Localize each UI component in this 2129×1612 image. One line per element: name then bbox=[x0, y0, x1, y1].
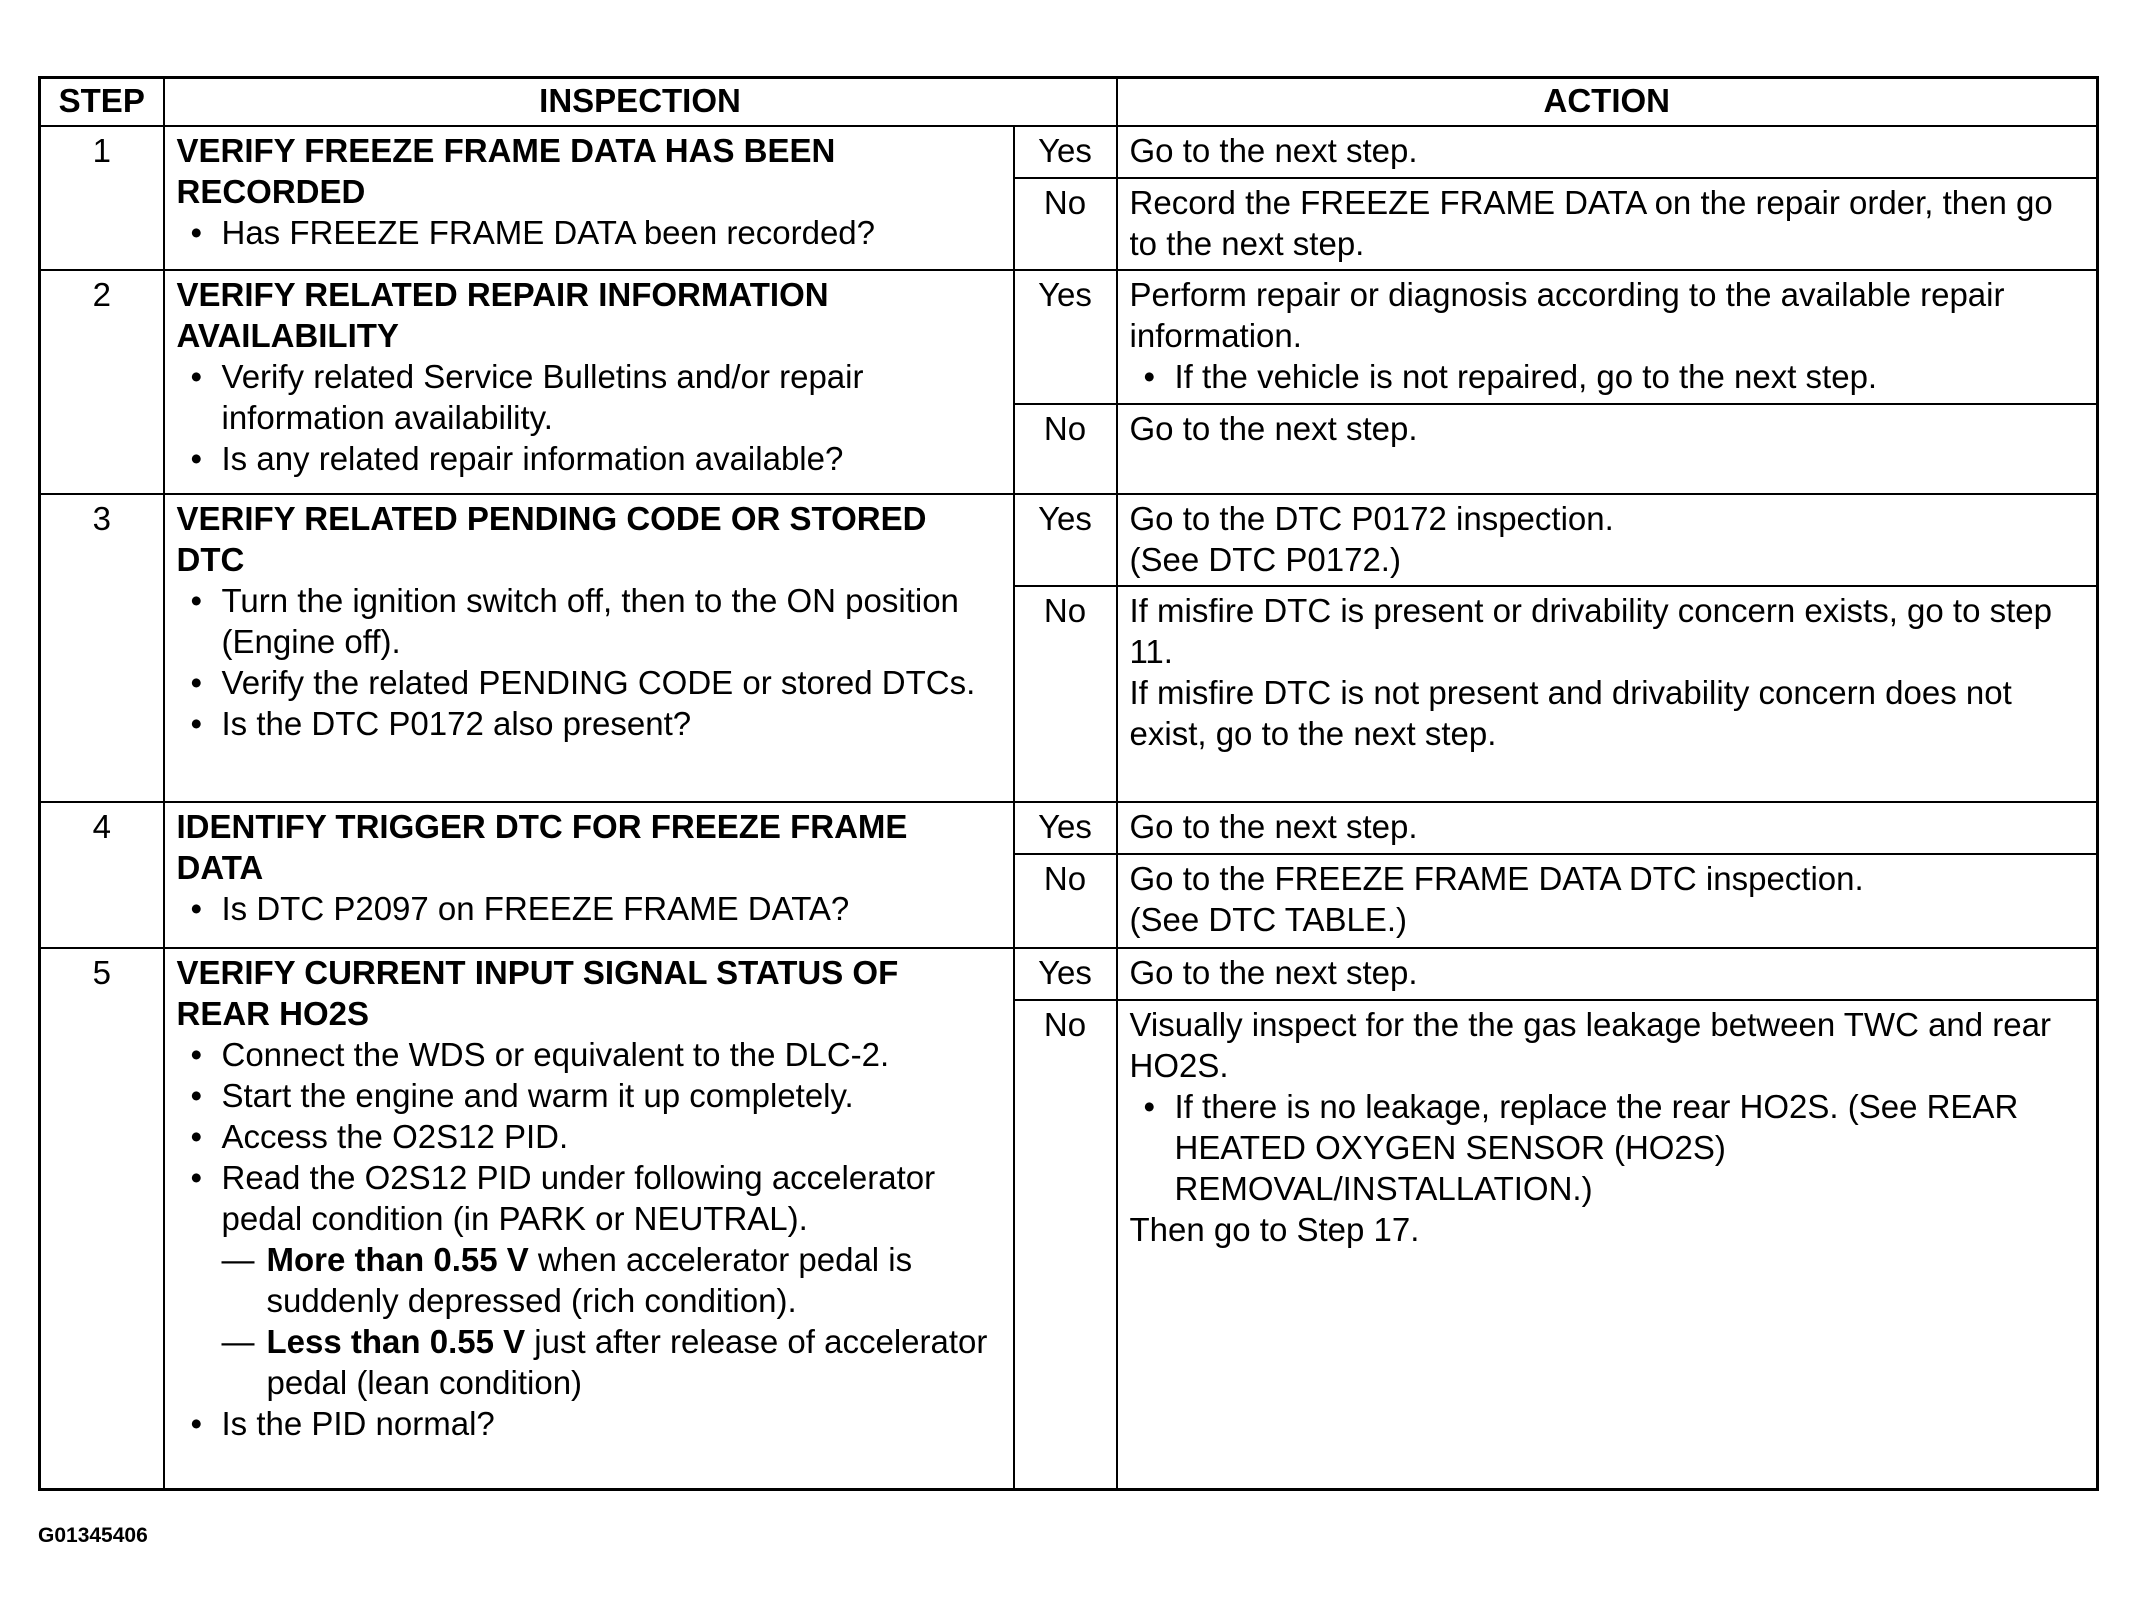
action-text: Go to the next step. bbox=[1129, 953, 1418, 991]
condition-item bbox=[222, 1321, 1001, 1403]
action-text: Go to the FREEZE FRAME DATA DTC inspection. bbox=[1129, 859, 1864, 897]
step-number: 5 bbox=[40, 948, 164, 1490]
no-action bbox=[1117, 586, 2098, 802]
list-item: • Connect the WDS or equivalent to the DLC-2. bbox=[177, 1034, 1001, 1075]
action-text: Go to the next step. bbox=[1129, 409, 1418, 447]
list-item-text: Read the O2S12 PID under following accelerator pedal condition (in PARK or NEUTRAL). bbox=[221, 1158, 936, 1237]
inspection-cell bbox=[164, 802, 1014, 948]
table-row bbox=[40, 948, 2098, 1000]
header-inspection: INSPECTION bbox=[164, 78, 1117, 126]
no-label: No bbox=[1014, 586, 1117, 802]
condition-value: More than 0.55 V bbox=[266, 1240, 529, 1278]
action-text: Visually inspect for the the gas leakage between TWC and rear HO2S. bbox=[1129, 1005, 2051, 1084]
list-item: • Verify the related PENDING CODE or stored DTCs. bbox=[177, 662, 1001, 703]
list-item: • Is the PID normal? bbox=[177, 1403, 1001, 1444]
table-row bbox=[40, 126, 2098, 178]
no-action bbox=[1117, 404, 2098, 494]
header-action: ACTION bbox=[1117, 78, 2098, 126]
list-item: • If there is no leakage, replace the rear HO2S. (See REAR HEATED OXYGEN SENSOR (HO2S) REMOVAL/INSTALLATION.) bbox=[1130, 1086, 2085, 1209]
action-text: Go to the DTC P0172 inspection. bbox=[1129, 499, 1614, 537]
yes-label: Yes bbox=[1014, 494, 1117, 586]
step-number: 4 bbox=[40, 802, 164, 948]
diagnostic-table bbox=[38, 76, 2099, 1491]
yes-label: Yes bbox=[1014, 948, 1117, 1000]
list-item: • Verify related Service Bulletins and/or repair information availability. bbox=[177, 356, 1001, 438]
yes-action bbox=[1117, 494, 2098, 586]
no-action bbox=[1117, 854, 2098, 948]
list-item: • Access the O2S12 PID. bbox=[177, 1116, 1001, 1157]
action-text: Then go to Step 17. bbox=[1129, 1210, 1420, 1248]
condition-item bbox=[222, 1239, 1001, 1321]
no-action bbox=[1117, 178, 2098, 270]
yes-action bbox=[1117, 270, 2098, 404]
yes-label: Yes bbox=[1014, 270, 1117, 404]
yes-action bbox=[1117, 126, 2098, 178]
table-row bbox=[40, 802, 2098, 854]
inspection-bullets bbox=[177, 580, 1001, 744]
no-label: No bbox=[1014, 178, 1117, 270]
list-item: • Turn the ignition switch off, then to the ON position (Engine off). bbox=[177, 580, 1001, 662]
step-number: 2 bbox=[40, 270, 164, 494]
table-row bbox=[40, 270, 2098, 404]
table-row bbox=[40, 494, 2098, 586]
inspection-bullets bbox=[177, 212, 1001, 253]
header-step: STEP bbox=[40, 78, 164, 126]
action-text: If misfire DTC is not present and drivability concern does not exist, go to the next step. bbox=[1129, 673, 2012, 752]
action-text: Go to the next step. bbox=[1129, 131, 1418, 169]
yes-label: Yes bbox=[1014, 126, 1117, 178]
inspection-bullets bbox=[177, 1034, 1001, 1444]
inspection-bullets bbox=[177, 888, 1001, 929]
figure-code: G01345406 bbox=[38, 1524, 148, 1547]
action-text: (See DTC P0172.) bbox=[1129, 540, 1401, 578]
condition-text: when accelerator pedal is suddenly depressed (rich condition). bbox=[266, 1240, 913, 1319]
action-bullets bbox=[1130, 1086, 2085, 1209]
condition-text: just after release of accelerator pedal (lean condition) bbox=[266, 1322, 988, 1401]
condition-value: Less than 0.55 V bbox=[266, 1322, 526, 1360]
list-item bbox=[177, 1157, 1001, 1403]
inspection-title: VERIFY RELATED REPAIR INFORMATION AVAILABILITY bbox=[176, 275, 829, 354]
yes-action bbox=[1117, 948, 2098, 1000]
inspection-title: IDENTIFY TRIGGER DTC FOR FREEZE FRAME DATA bbox=[176, 807, 908, 886]
no-label: No bbox=[1014, 1000, 1117, 1490]
no-label: No bbox=[1014, 854, 1117, 948]
list-item: • Is the DTC P0172 also present? bbox=[177, 703, 1001, 744]
inspection-cell bbox=[164, 270, 1014, 494]
action-text: (See DTC TABLE.) bbox=[1129, 900, 1408, 938]
inspection-title: VERIFY RELATED PENDING CODE OR STORED DTC bbox=[176, 499, 927, 578]
inspection-cell bbox=[164, 948, 1014, 1490]
table-header-row bbox=[40, 78, 2098, 126]
condition-list bbox=[222, 1239, 1001, 1403]
list-item: • Is any related repair information available? bbox=[177, 438, 1001, 479]
action-text: Record the FREEZE FRAME DATA on the repair order, then go to the next step. bbox=[1129, 183, 2053, 262]
step-number: 1 bbox=[40, 126, 164, 270]
yes-label: Yes bbox=[1014, 802, 1117, 854]
list-item: • If the vehicle is not repaired, go to the next step. bbox=[1130, 356, 2085, 397]
action-bullets bbox=[1130, 356, 2085, 397]
action-text: If misfire DTC is present or drivability concern exists, go to step 11. bbox=[1129, 591, 2053, 670]
action-text: Go to the next step. bbox=[1129, 807, 1418, 845]
no-label: No bbox=[1014, 404, 1117, 494]
action-text: Perform repair or diagnosis according to the available repair information. bbox=[1129, 275, 2005, 354]
inspection-cell bbox=[164, 126, 1014, 270]
inspection-title: VERIFY CURRENT INPUT SIGNAL STATUS OF REAR HO2S bbox=[176, 953, 899, 1032]
list-item: • Is DTC P2097 on FREEZE FRAME DATA? bbox=[177, 888, 1001, 929]
step-number: 3 bbox=[40, 494, 164, 802]
inspection-bullets bbox=[177, 356, 1001, 479]
yes-action bbox=[1117, 802, 2098, 854]
inspection-cell bbox=[164, 494, 1014, 802]
list-item: • Start the engine and warm it up completely. bbox=[177, 1075, 1001, 1116]
no-action bbox=[1117, 1000, 2098, 1490]
list-item: • Has FREEZE FRAME DATA been recorded? bbox=[177, 212, 1001, 253]
inspection-title: VERIFY FREEZE FRAME DATA HAS BEEN RECORDED bbox=[176, 131, 836, 210]
